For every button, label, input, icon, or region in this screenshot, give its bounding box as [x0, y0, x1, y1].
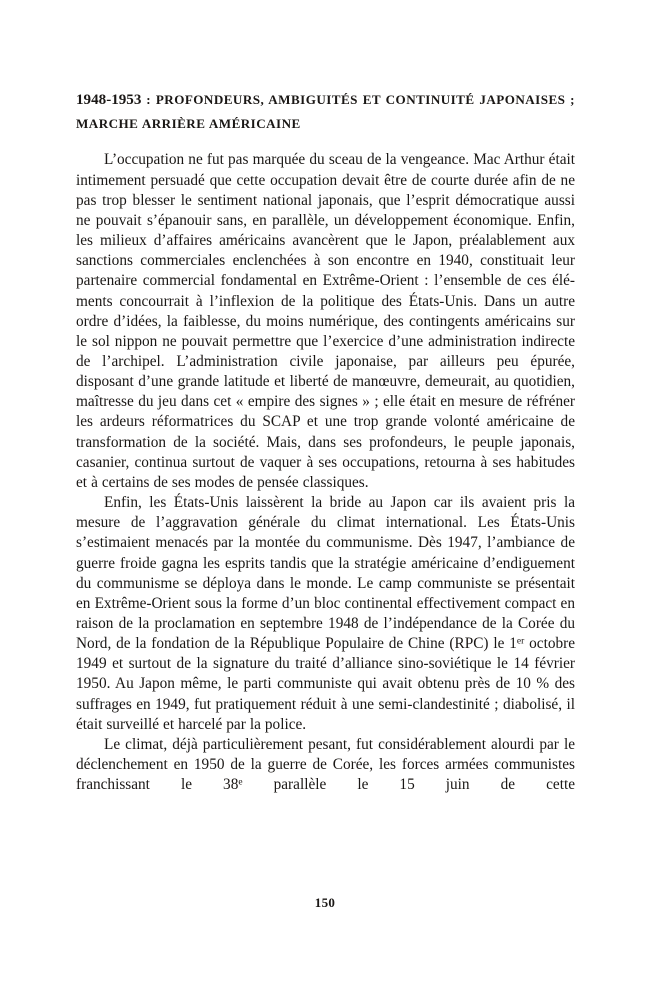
heading-separator: :	[141, 92, 156, 107]
ordinal-suffix-e: e	[238, 777, 243, 788]
page-number: 150	[314, 895, 336, 910]
paragraph-2-text-part-2: octobre 1949 et surtout de la signature du traité d’alliance sino-soviétique le 14 février 1950. Au Japon même, le parti communiste qui avait obtenu près de 10 % des suffrages en 1949, fut pratiquement réduit à une semi-clandestinité ; diabolisé, il était surveillé et harcelé par la police.	[76, 635, 575, 733]
paragraph-3-text-part-2: parallèle le 15 juin de cette	[242, 776, 575, 794]
paragraph-2	[76, 493, 575, 735]
text-column	[76, 88, 575, 795]
heading-title: PROFONDEURS, AMBIGUITÉS ET CONTINUITÉ JAPONAISES ; MARCHE ARRIÈRE AMÉRICAINE	[76, 92, 575, 132]
paragraph-1	[76, 150, 575, 493]
paragraph-1-text: L’occupation ne fut pas marquée du sceau de la vengeance. Mac Arthur était intimement persuadé que cette occupation devait être de courte durée afin de ne pas trop blesser le sentiment national japonais, que l’esprit démocratique aussi ne pouvait s’épanouir sans, en parallèle, un développement économique. Enfin, les milieux d’affaires américains avancèrent que le Japon, préalablement aux sanctions commerciales enclenchées à son encontre en 1940, constituait leur partenaire commercial fondamental en Extrême-Orient : l’ensemble de ces élé-ments concourrait à l’inflexion de la politique des États-Unis. Dans un autre ordre d’idées, la faiblesse, du moins numérique, des contingents américains sur le sol nippon ne pouvait permettre que l’exercice d’une administration indirecte de l’archipel. L’administration civile japonaise, par ailleurs peu épurée, disposant d’une grande latitude et liberté de manœuvre, demeurait, au quotidien, maîtresse du jeu dans cet « empire des signes » ; elle était en mesure de réfréner les ardeurs réformatrices du SCAP et une trop grande volonté américaine de transformation de la société. Mais, dans ses profondeurs, le peuple japonais, casanier, continua surtout de vaquer à ses occupations, retourna à ses habitudes et à certains de ses modes de pensée classiques.	[76, 151, 575, 491]
ordinal-suffix-er: er	[516, 636, 525, 647]
paragraph-3-text-part-1: Le climat, déjà particulièrement pesant, fut considérablement alourdi par le déclenchement en 1950 de la guerre de Corée, les forces armées communistes franchissant le 38	[76, 735, 575, 794]
paragraph-2-text-part-1: Enfin, les États-Unis laissèrent la bride au Japon car ils avaient pris la mesure de l’aggravation générale du climat international. Les États-Unis s’estimaient menacés par la montée du communisme. Dès 1947, l’ambiance de guerre froide gagna les esprits tandis que la stratégie américaine d’endiguement du communisme se déploya dans le monde. Le camp communiste se présentait en Extrême-Orient sous la forme d’un bloc continental effectivement compact en raison de la proclamation en septembre 1948 de l’indépendance de la Corée du Nord, de la fondation de la République Populaire de Chine (RPC) le	[76, 494, 575, 653]
paragraph-3	[76, 735, 575, 795]
ordinal-first-october: 1	[509, 635, 517, 653]
section-heading	[76, 88, 575, 136]
heading-year-range: 1948-1953	[76, 92, 142, 108]
